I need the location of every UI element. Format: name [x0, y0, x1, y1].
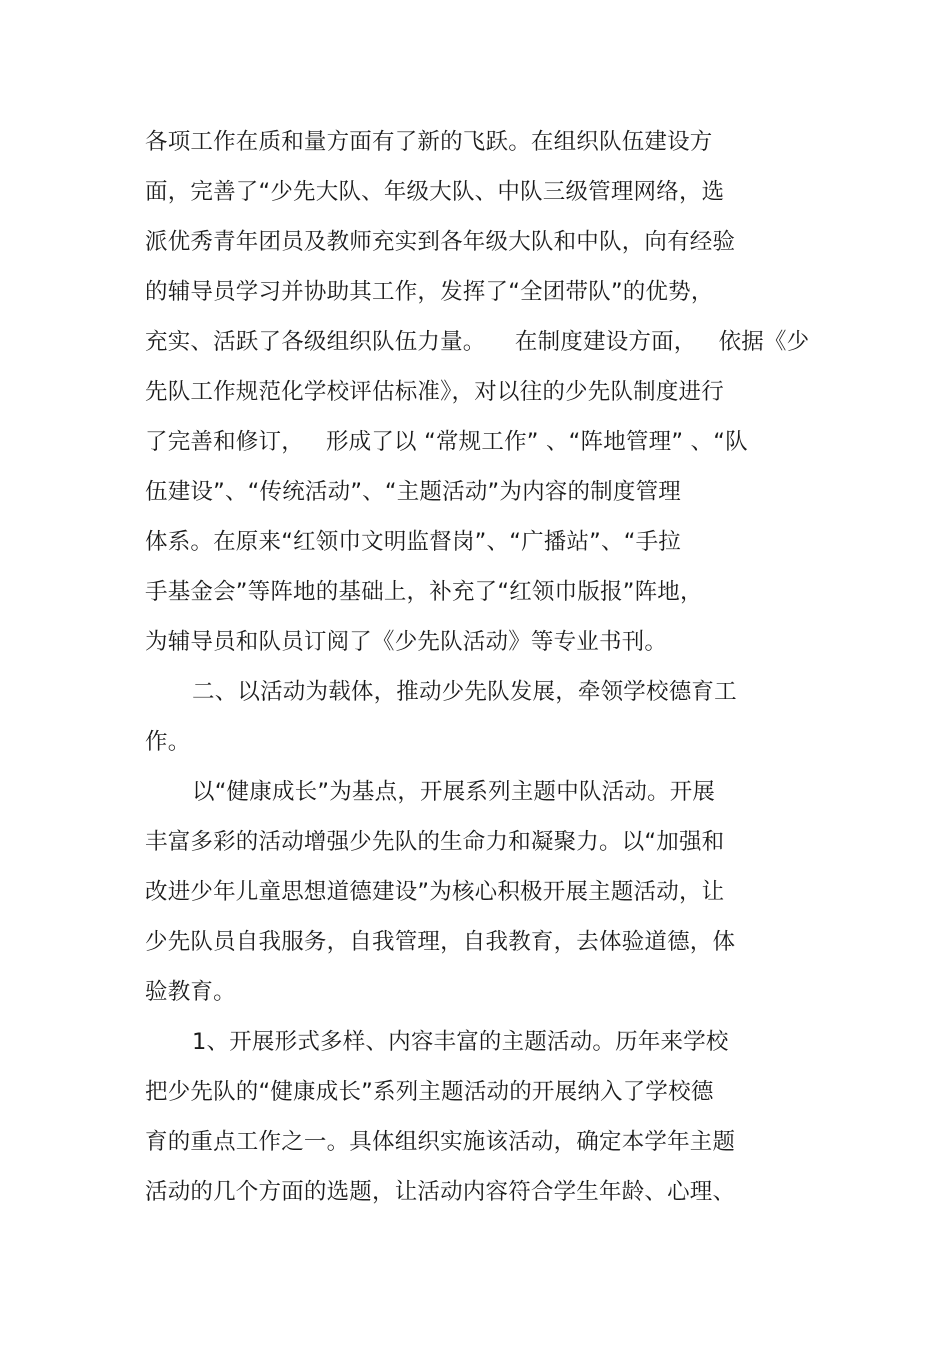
text-line: 手基金会”等阵地的基础上，补充了“红领巾版报”阵地，	[145, 579, 703, 605]
section-heading: 二、以活动为载体，推动少先队发展，牵领学校德育工	[192, 679, 737, 705]
text-line: 伍建设”、“传统活动”、“主题活动”为内容的制度管理	[145, 479, 681, 505]
paragraph-start-line: 1、开展形式多样、内容丰富的主题活动。历年来学校	[192, 1029, 729, 1055]
text-line: 育的重点工作之一。具体组织实施该活动，确定本学年主题	[145, 1129, 736, 1155]
text-line: 活动的几个方面的选题，让活动内容符合学生年龄、心理、	[145, 1179, 736, 1205]
text-line: 为辅导员和队员订阅了《少先队活动》等专业书刊。	[145, 629, 668, 655]
text-line: 派优秀青年团员及教师充实到各年级大队和中队，向有经验	[145, 229, 736, 255]
text-line: 体系。在原来“红领巾文明监督岗”、“广播站”、“手拉	[145, 529, 681, 555]
text-line: 把少先队的“健康成长”系列主题活动的开展纳入了学校德	[145, 1079, 714, 1105]
text-line: 先队工作规范化学校评估标准》，对以往的少先队制度进行	[145, 379, 724, 405]
text-line: 少先队员自我服务，自我管理，自我教育，去体验道德，体	[145, 929, 736, 955]
text-line: 的辅导员学习并协助其工作，发挥了“全团带队”的优势，	[145, 279, 714, 305]
paragraph-start-line: 以“健康成长”为基点，开展系列主题中队活动。开展	[192, 779, 716, 805]
text-line: 面，完善了“少先大队、年级大队、中队三级管理网络，选	[145, 179, 725, 205]
text-line: 了完善和修订， 形成了以 “常规工作” 、“阵地管理” 、“队	[145, 429, 748, 455]
text-line: 验教育。	[145, 979, 236, 1005]
text-line: 丰富多彩的活动增强少先队的生命力和凝聚力。以“加强和	[145, 829, 725, 855]
text-line: 各项工作在质和量方面有了新的飞跃。在组织队伍建设方	[145, 129, 713, 155]
text-line: 作。	[145, 729, 191, 755]
text-line: 充实、活跃了各级组织队伍力量。 在制度建设方面， 依据《少	[145, 329, 810, 355]
text-line: 改进少年儿童思想道德建设”为核心积极开展主题活动，让	[145, 879, 725, 905]
